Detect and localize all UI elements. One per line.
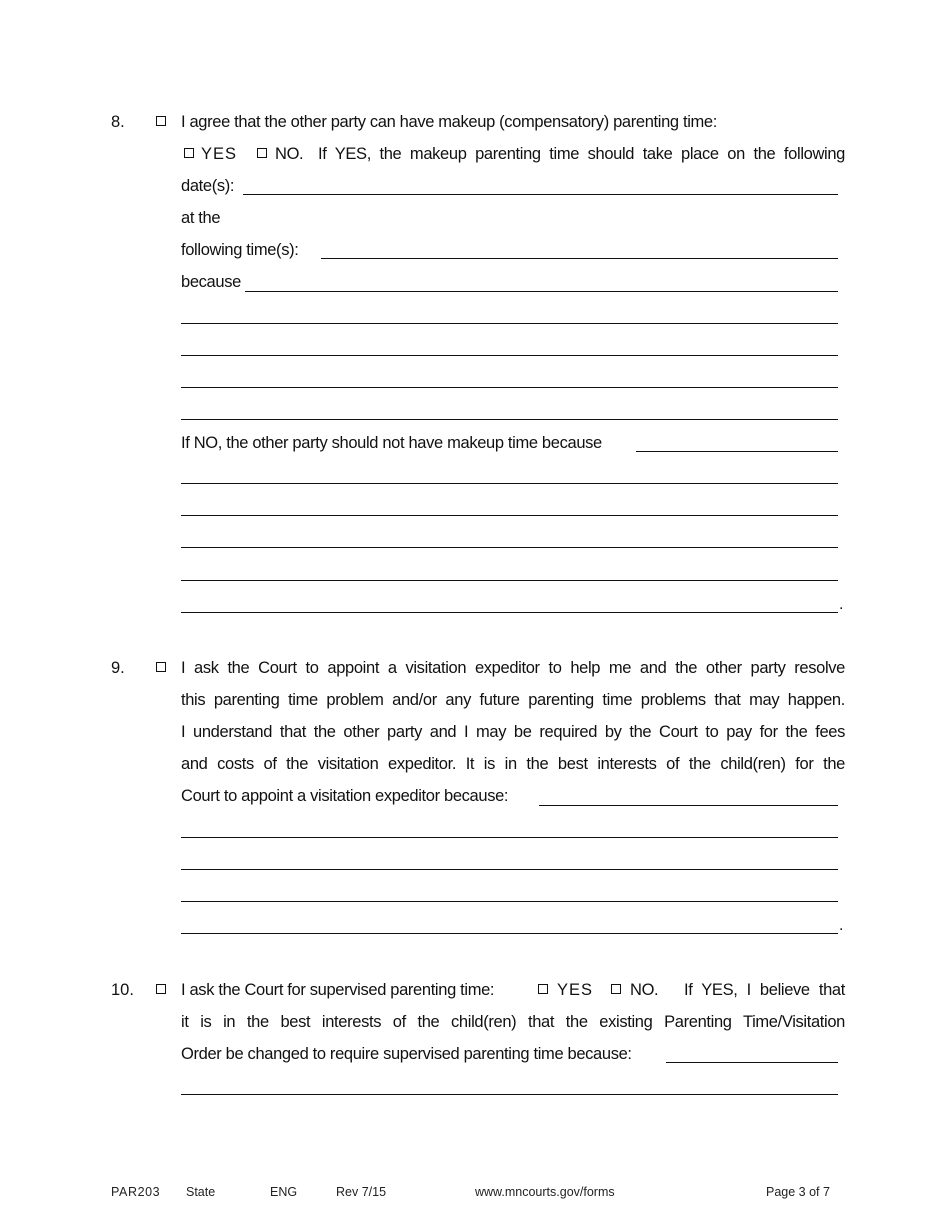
item-8-times-label: following time(s): bbox=[181, 241, 299, 259]
item-9-reason-line[interactable] bbox=[181, 933, 838, 934]
item-8-dates-field[interactable] bbox=[243, 194, 838, 195]
item-8-if-no-line[interactable] bbox=[181, 612, 838, 613]
item-8-if-no-line[interactable] bbox=[181, 580, 838, 581]
item-8-yes-checkbox[interactable] bbox=[184, 148, 194, 158]
item-9-number: 9. bbox=[111, 659, 125, 677]
item-8-number: 8. bbox=[111, 113, 125, 131]
item-9-text-line: this parenting time problem and/or any future parenting time problems that may happen. bbox=[181, 691, 845, 709]
item-10-line-2: it is in the best interests of the child(ren) that the existing Parenting Time/Visitation bbox=[181, 1013, 845, 1031]
footer-revision: Rev 7/15 bbox=[336, 1185, 387, 1199]
item-9-text-line: I understand that the other party and I may be required by the Court to pay for the fees bbox=[181, 723, 845, 741]
item-9-reason-line[interactable] bbox=[181, 869, 838, 870]
item-9-checkbox[interactable] bbox=[156, 662, 166, 672]
item-10-intro: I ask the Court for supervised parenting time: bbox=[181, 981, 495, 999]
item-9-text-line: and costs of the visitation expeditor. It is in the best interests of the child(ren) for the bbox=[181, 755, 845, 773]
footer-website: www.mncourts.gov/forms bbox=[475, 1185, 615, 1199]
item-8-if-no-line[interactable] bbox=[181, 515, 838, 516]
item-9-reason-line[interactable] bbox=[181, 837, 838, 838]
item-10-checkbox[interactable] bbox=[156, 984, 166, 994]
item-8-no-checkbox[interactable] bbox=[257, 148, 267, 158]
item-8-at-the: at the bbox=[181, 209, 221, 227]
item-10-reason-line[interactable] bbox=[181, 1094, 838, 1095]
item-10-line-3: Order be changed to require supervised parenting time because: bbox=[181, 1045, 632, 1063]
item-8-because-line[interactable] bbox=[181, 355, 838, 356]
item-8-dates-label: date(s): bbox=[181, 177, 235, 195]
item-8-end-period: . bbox=[839, 596, 844, 613]
footer-form-id: PAR203 bbox=[111, 1185, 161, 1199]
item-8-if-yes-text: If YES, the makeup parenting time should take place on the following bbox=[318, 145, 845, 163]
item-10-yes-checkbox[interactable] bbox=[538, 984, 548, 994]
item-8-because-line[interactable] bbox=[181, 323, 838, 324]
item-10-no-label: NO. bbox=[630, 981, 659, 999]
item-8-because-line[interactable] bbox=[181, 387, 838, 388]
item-8-checkbox[interactable] bbox=[156, 116, 166, 126]
item-8-if-no-line[interactable] bbox=[181, 483, 838, 484]
item-8-no-label: NO. bbox=[275, 145, 304, 163]
item-10-if-yes-text: If YES, I believe that bbox=[684, 981, 845, 999]
item-9-last-line: Court to appoint a visitation expeditor because: bbox=[181, 787, 509, 805]
item-10-reason-field[interactable] bbox=[666, 1062, 838, 1063]
item-8-because-label: because bbox=[181, 273, 241, 291]
item-8-if-no-text: If NO, the other party should not have makeup time because bbox=[181, 434, 602, 452]
item-10-yes-label: YES bbox=[557, 981, 594, 999]
item-9-reason-field[interactable] bbox=[539, 805, 838, 806]
item-9-text-line: I ask the Court to appoint a visitation expeditor to help me and the other party resolve bbox=[181, 659, 845, 677]
item-9-reason-line[interactable] bbox=[181, 901, 838, 902]
footer-jurisdiction: State bbox=[186, 1185, 216, 1199]
item-8-because-line[interactable] bbox=[181, 419, 838, 420]
item-10-no-checkbox[interactable] bbox=[611, 984, 621, 994]
item-10-number: 10. bbox=[111, 981, 134, 999]
footer-page-number: Page 3 of 7 bbox=[766, 1185, 830, 1199]
item-9-end-period: . bbox=[839, 917, 844, 934]
footer-language: ENG bbox=[270, 1185, 298, 1199]
item-8-times-field[interactable] bbox=[321, 258, 838, 259]
item-8-intro: I agree that the other party can have makeup (compensatory) parenting time: bbox=[181, 113, 717, 131]
item-8-yes-label: YES bbox=[201, 145, 238, 163]
item-8-if-no-line[interactable] bbox=[181, 547, 838, 548]
item-8-if-no-field[interactable] bbox=[636, 451, 838, 452]
item-8-because-field[interactable] bbox=[245, 291, 838, 292]
